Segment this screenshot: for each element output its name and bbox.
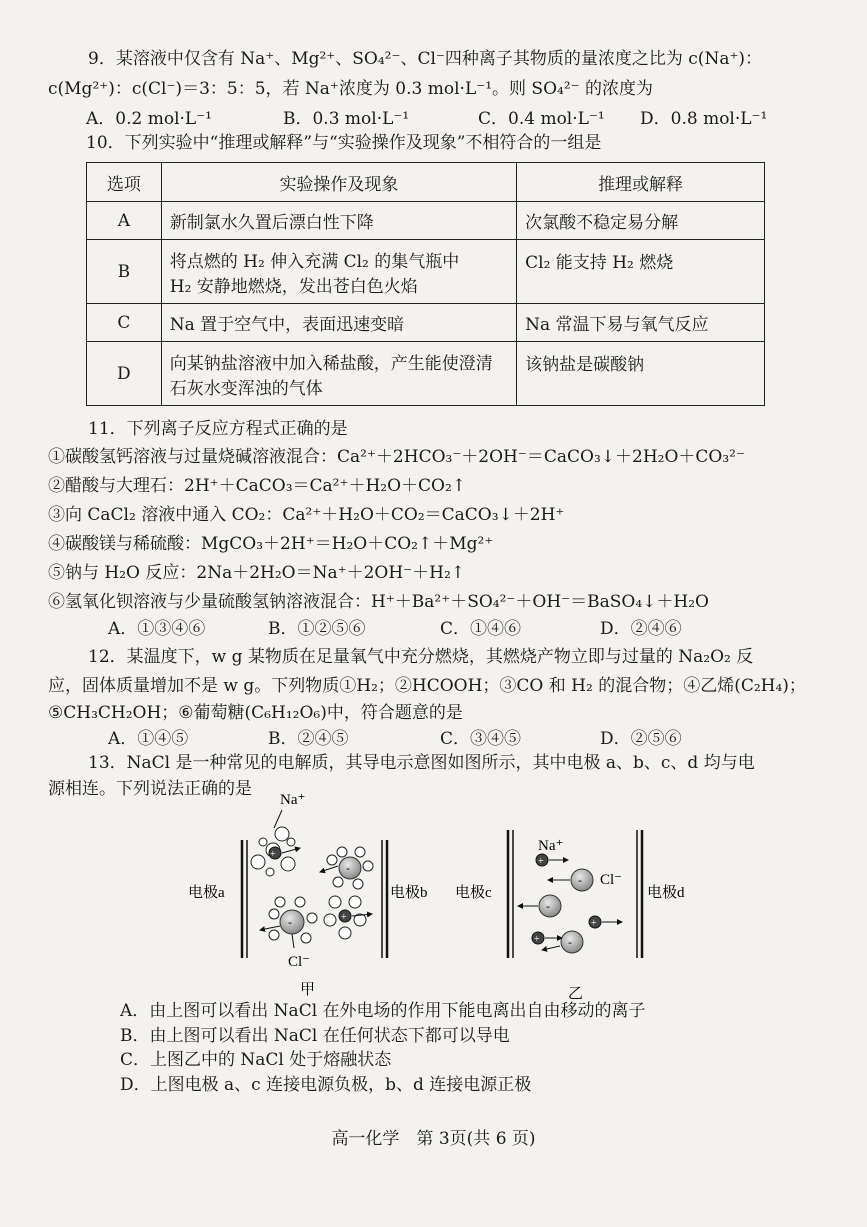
row-explanation: Cl₂ 能支持 H₂ 燃烧 bbox=[517, 240, 765, 304]
q11-item-3: ③向 CaCl₂ 溶液中通入 CO₂：Ca²⁺＋H₂O＋CO₂＝CaCO₃↓＋2H⁺ bbox=[48, 505, 565, 525]
sodium-ion-label: Na⁺ bbox=[280, 792, 306, 808]
electrode-a-label: 电极a bbox=[188, 885, 225, 901]
row-operation bbox=[161, 240, 516, 304]
free-chloride-ion bbox=[542, 931, 583, 953]
q13-option-d: D．上图电极 a、c 连接电源负极，b、d 连接电源正极 bbox=[120, 1075, 532, 1095]
electrode-d-label: 电极d bbox=[647, 885, 685, 901]
q11-stem: 11．下列离子反应方程式正确的是 bbox=[88, 419, 348, 439]
row-option: D bbox=[87, 342, 162, 406]
svg-text:-: - bbox=[546, 899, 550, 913]
row-operation-line: 石灰水变浑浊的气体 bbox=[169, 378, 323, 399]
q11-option-b: B．①②⑤⑥ bbox=[268, 619, 366, 639]
q13-option-b: B．由上图可以看出 NaCl 在任何状态下都可以导电 bbox=[120, 1026, 510, 1046]
q13-stem-line1: 13．NaCl 是一种常见的电解质，其导电示意图如图所示，其中电极 a、b、c、d 均与电 bbox=[88, 753, 755, 773]
hydrated-sodium-ion bbox=[251, 810, 300, 876]
experiment-table bbox=[86, 162, 765, 406]
q9-stem-line2: c(Mg²⁺)：c(Cl⁻)＝3：5：5，若 Na⁺浓度为 0.3 mol·L⁻¹。则 SO₄²⁻ 的浓度为 bbox=[48, 79, 654, 99]
q12-option-d: D．②⑤⑥ bbox=[600, 729, 682, 749]
q9-option-b: B．0.3 mol·L⁻¹ bbox=[283, 109, 410, 129]
free-chloride-ion bbox=[518, 895, 561, 917]
svg-text:-: - bbox=[346, 861, 350, 875]
q9-stem-line1: 9．某溶液中仅含有 Na⁺、Mg²⁺、SO₄²⁻、Cl⁻四种离子其物质的量浓度之比为 c(Na⁺)： bbox=[88, 49, 763, 69]
q12-stem-line1: 12．某温度下，w g 某物质在足量氧气中充分燃烧，其燃烧产物立即与过量的 Na₂O₂ 反 bbox=[88, 647, 754, 667]
svg-text:-: - bbox=[288, 915, 292, 929]
nacl-conduction-figure bbox=[170, 790, 730, 1002]
svg-text:-: - bbox=[578, 873, 582, 887]
svg-text:-: - bbox=[568, 935, 572, 949]
q11-item-5: ⑤钠与 H₂O 反应：2Na＋2H₂O＝Na⁺＋2OH⁻＋H₂↑ bbox=[48, 563, 466, 583]
q13-stem-line2: 源相连。下列说法正确的是 bbox=[48, 779, 252, 799]
free-sodium-ion bbox=[532, 932, 562, 945]
row-explanation: 该钠盐是碳酸钠 bbox=[517, 342, 765, 406]
chloride-ion-label: Cl⁻ bbox=[288, 954, 311, 970]
q12-stem-line2: 应，固体质量增加不是 w g。下列物质①H₂；②HCOOH；③CO 和 H₂ 的混合物；④乙烯(C₂H₄)； bbox=[48, 676, 806, 696]
row-operation-line: Na 置于空气中，表面迅速变暗 bbox=[169, 315, 405, 335]
row-operation bbox=[161, 202, 516, 240]
free-sodium-ion bbox=[589, 916, 622, 929]
row-explanation: 次氯酸不稳定易分解 bbox=[517, 202, 765, 240]
row-option: C bbox=[87, 304, 162, 342]
q12-option-a: A．①④⑤ bbox=[108, 729, 189, 749]
svg-text:+: + bbox=[270, 849, 276, 860]
row-operation-line: 新制氯水久置后漂白性下降 bbox=[169, 213, 374, 233]
q12-option-c: C．③④⑤ bbox=[440, 729, 522, 749]
q13-option-c: C．上图乙中的 NaCl 处于熔融状态 bbox=[120, 1050, 392, 1070]
q11-option-c: C．①④⑥ bbox=[440, 619, 522, 639]
q11-option-a: A．①③④⑥ bbox=[108, 619, 206, 639]
header-operation: 实验操作及现象 bbox=[161, 163, 516, 202]
table-header-row bbox=[87, 163, 765, 202]
row-operation-line: 将点燃的 H₂ 伸入充满 Cl₂ 的集气瓶中 bbox=[169, 251, 460, 272]
q11-option-d: D．②④⑥ bbox=[600, 619, 682, 639]
free-chloride-label: Cl⁻ bbox=[600, 872, 623, 888]
q13-option-a: A．由上图可以看出 NaCl 在外电场的作用下能电离出自由移动的离子 bbox=[120, 1001, 646, 1021]
q9-option-d: D．0.8 mol·L⁻¹ bbox=[640, 109, 768, 129]
q11-item-1: ①碳酸氢钙溶液与过量烧碱溶液混合：Ca²⁺＋2HCO₃⁻＋2OH⁻＝CaCO₃↓＋2H₂O＋CO₃²⁻ bbox=[48, 447, 745, 467]
svg-text:+: + bbox=[538, 856, 544, 867]
free-chloride-ion bbox=[548, 869, 593, 891]
q12-option-b: B．②④⑤ bbox=[268, 729, 349, 749]
header-option: 选项 bbox=[87, 163, 162, 202]
diagram-jia bbox=[188, 792, 428, 998]
row-option: A bbox=[87, 202, 162, 240]
caption-yi: 乙 bbox=[568, 986, 584, 1002]
svg-text:+: + bbox=[341, 912, 347, 923]
hydrated-sodium-ion bbox=[324, 896, 372, 939]
page-footer: 高一化学 第 3页(共 6 页) bbox=[331, 1129, 536, 1149]
table-row bbox=[87, 240, 765, 304]
svg-text:+: + bbox=[591, 918, 597, 929]
row-operation-line: H₂ 安静地燃烧，发出苍白色火焰 bbox=[169, 276, 418, 297]
q9-option-c: C．0.4 mol·L⁻¹ bbox=[478, 109, 605, 129]
header-explanation: 推理或解释 bbox=[517, 163, 765, 202]
row-explanation: Na 常温下易与氧气反应 bbox=[517, 304, 765, 342]
caption-jia: 甲 bbox=[300, 982, 316, 998]
electrode-c-label: 电极c bbox=[455, 885, 492, 901]
q9-option-a: A．0.2 mol·L⁻¹ bbox=[86, 109, 212, 129]
hydrated-chloride-ion bbox=[260, 897, 317, 948]
table-row bbox=[87, 304, 765, 342]
row-operation bbox=[161, 304, 516, 342]
free-sodium-ion bbox=[536, 854, 568, 867]
row-option: B bbox=[87, 240, 162, 304]
hydrated-chloride-ion bbox=[320, 847, 373, 889]
svg-text:+: + bbox=[534, 934, 540, 945]
q11-item-4: ④碳酸镁与稀硫酸：MgCO₃＋2H⁺＝H₂O＋CO₂↑＋Mg²⁺ bbox=[48, 534, 494, 554]
q10-stem: 10．下列实验中“推理或解释”与“实验操作及现象”不相符合的一组是 bbox=[86, 133, 602, 153]
q11-item-6: ⑥氢氧化钡溶液与少量硫酸氢钠溶液混合：H⁺＋Ba²⁺＋SO₄²⁻＋OH⁻＝BaSO₄↓＋H₂O bbox=[48, 592, 709, 612]
table-row bbox=[87, 342, 765, 406]
diagram-yi bbox=[455, 830, 685, 1002]
q12-stem-line3: ⑤CH₃CH₂OH；⑥葡萄糖(C₆H₁₂O₆)中，符合题意的是 bbox=[48, 703, 463, 723]
row-operation-line: 向某钠盐溶液中加入稀盐酸，产生能使澄清 bbox=[169, 353, 493, 374]
row-operation bbox=[161, 342, 516, 406]
free-sodium-label: Na⁺ bbox=[538, 838, 564, 854]
q11-item-2: ②醋酸与大理石：2H⁺＋CaCO₃＝Ca²⁺＋H₂O＋CO₂↑ bbox=[48, 476, 467, 496]
table-row bbox=[87, 202, 765, 240]
electrode-b-label: 电极b bbox=[390, 885, 428, 901]
